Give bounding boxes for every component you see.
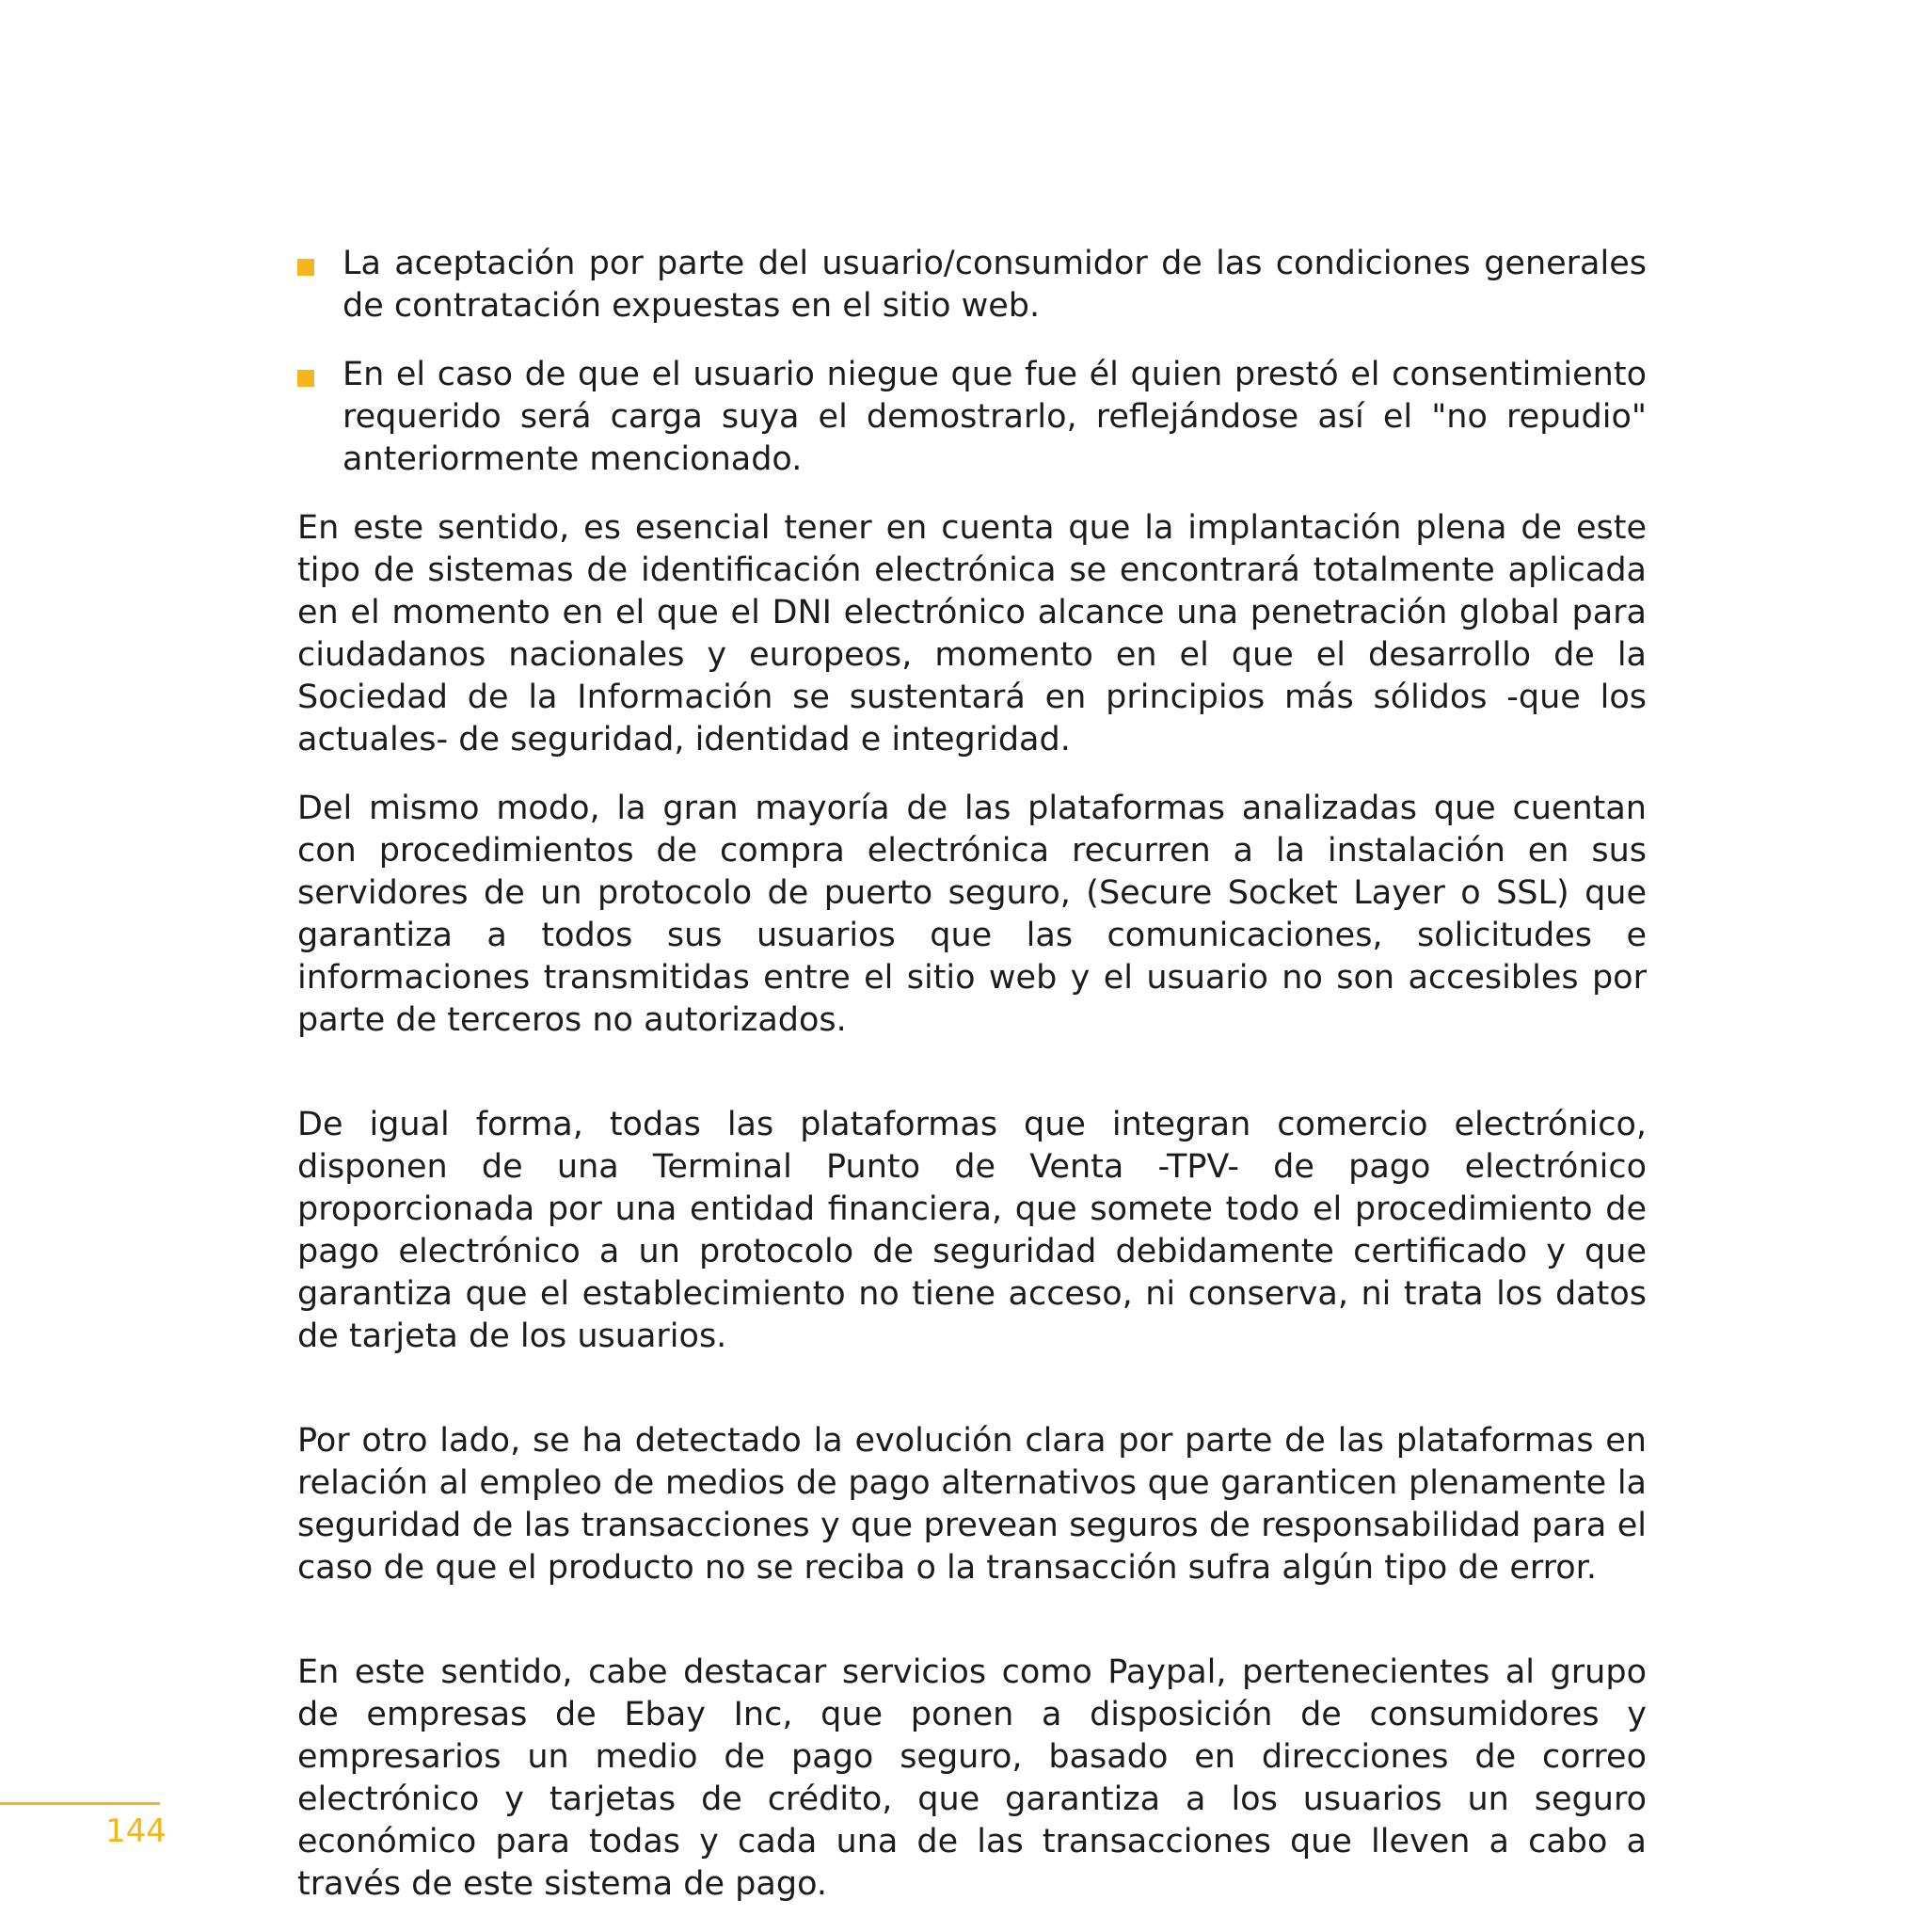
paragraph: Por otro lado, se ha detectado la evolución clara por parte de las plataformas en relación al empleo de medios de pago alternativos que garanticen plenamente la seguridad de las transacciones y que prevean seguros de responsabilidad para el caso de que el producto no se reciba o la transacción sufra algún tipo de error. <box>297 1422 1647 1587</box>
page-body <box>297 243 1647 1932</box>
paragraph: De igual forma, todas las plataformas que integran comercio electrónico, disponen de una Terminal Punto de Venta -TPV- de pago electrónico proporcionada por una entidad financiera, que somete todo el procedimiento de pago electrónico a un protocolo de seguridad debidamente certificado y que garantiza que el establecimiento no tiene acceso, ni conserva, ni trata los datos de tarjeta de los usuarios. <box>297 1106 1647 1355</box>
paragraph: Del mismo modo, la gran mayoría de las plataformas analizadas que cuentan con procedimientos de compra electrónica recurren a la instalación en sus servidores de un protocolo de puerto seguro, (Secure Socket Layer o SSL) que garantiza a todos sus usuarios que las comunicaciones, solicitudes e informaciones transmitidas entre el sitio web y el usuario no son accesibles por parte de terceros no autorizados. <box>297 790 1647 1039</box>
paragraph: En este sentido, cabe destacar servicios como Paypal, pertenecientes al grupo de empresas de Ebay Inc, que ponen a disposición de consumidores y empresarios un medio de pago seguro, basado en direcciones de correo electrónico y tarjetas de crédito, que garantiza a los usuarios un seguro económico para todas y cada una de las transacciones que lleven a cabo a través de este sistema de pago. <box>297 1653 1647 1903</box>
bullet-item <box>297 243 1647 327</box>
bullet-text: En el caso de que el usuario niegue que fue él quien prestó el consentimiento requerido será carga suya el demostrarlo, reflejándose así el "no repudio" anteriormente mencionado. <box>342 356 1647 478</box>
footer-rule <box>0 1802 160 1805</box>
bullet-text: La aceptación por parte del usuario/consumidor de las condiciones generales de contratación expuestas en el sitio web. <box>342 245 1647 325</box>
page-number: 144 <box>105 1812 167 1850</box>
paragraph: En este sentido, es esencial tener en cuenta que la implantación plena de este tipo de sistemas de identificación electrónica se encontrará totalmente aplicada en el momento en el que el DNI electrónico alcance una penetración global para ciudadanos nacionales y europeos, momento en el que el desarrollo de la Sociedad de la Información se sustentará en principios más sólidos -que los actuales- de seguridad, identidad e integridad. <box>297 509 1647 758</box>
square-bullet-icon <box>297 370 314 387</box>
bullet-item <box>297 354 1647 481</box>
square-bullet-icon <box>297 259 314 276</box>
